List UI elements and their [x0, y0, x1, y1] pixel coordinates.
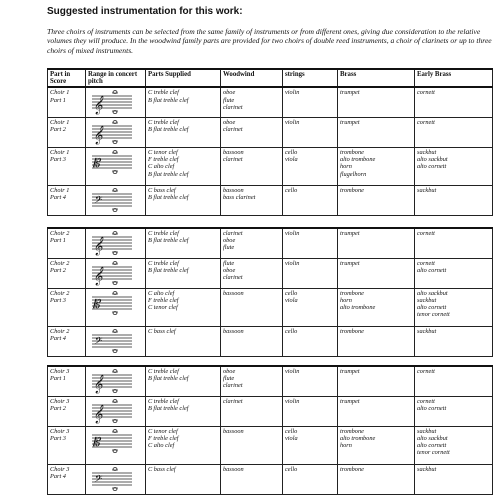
part-cell: [48, 426, 86, 464]
alto-clef-staff-icon: [90, 149, 134, 175]
brass-cell: [338, 117, 415, 147]
woodwind-cell: [221, 366, 283, 396]
woodwind-cell-line: clarinet: [223, 230, 243, 237]
woodwind-cell-line: bass clarinet: [223, 194, 256, 202]
part-cell-line: Choir 1: [50, 89, 70, 97]
part-cell-line: Part 3: [50, 156, 66, 164]
early-brass-cell: [415, 185, 493, 215]
parts-supplied-cell-line: B flat treble clef: [148, 96, 189, 104]
bass-clef-staff-icon: [90, 328, 134, 354]
early-brass-cell-line: alto cornett: [417, 303, 447, 311]
woodwind-cell-line: flute: [223, 244, 235, 252]
parts-supplied-cell-line: C bass clef: [148, 465, 176, 473]
range-cell: [86, 147, 146, 185]
brass-cell: [338, 87, 415, 117]
range-cell: [86, 87, 146, 117]
range-cell: [86, 228, 146, 258]
part-cell-line: Choir 2: [50, 289, 70, 297]
parts-supplied-cell-line: C treble clef: [148, 368, 179, 375]
early-brass-cell-line: alto sackbut: [417, 289, 448, 297]
alto-clef-staff-icon: [90, 428, 134, 454]
woodwind-cell-line: flute: [223, 96, 235, 104]
part-cell-line: Part 1: [50, 96, 66, 104]
brass-cell: [338, 288, 415, 326]
svg-text:𝄞: 𝄞: [93, 95, 103, 115]
early-brass-cell-line: alto sackbut: [417, 434, 448, 442]
part-cell-line: Choir 3: [50, 397, 70, 405]
woodwind-cell-line: oboe: [223, 368, 236, 375]
bass-clef-staff-icon: [90, 187, 134, 213]
svg-text:𝄞: 𝄞: [93, 124, 103, 144]
part-cell: [48, 147, 86, 185]
range-cell: [86, 258, 146, 288]
choir-1-table: [47, 68, 493, 216]
parts-supplied-cell-line: B flat treble clef: [148, 170, 189, 178]
woodwind-cell: [221, 117, 283, 147]
header-brass: Brass: [338, 69, 415, 87]
woodwind-cell-line: bassoon: [223, 465, 244, 473]
bass-clef-staff-icon: [90, 466, 134, 492]
parts-supplied-cell-line: F treble clef: [148, 434, 179, 442]
woodwind-cell-line: clarinet: [223, 397, 243, 405]
early-brass-cell-line: sackbut: [417, 327, 437, 335]
strings-cell-line: violin: [285, 368, 300, 375]
parts-supplied-cell-line: B flat treble clef: [148, 126, 189, 134]
part-cell-line: Choir 3: [50, 368, 70, 375]
brass-cell: [338, 258, 415, 288]
part-cell-line: Choir 2: [50, 259, 70, 267]
parts-supplied-cell-line: B flat treble clef: [148, 237, 189, 245]
brass-cell: [338, 147, 415, 185]
part-cell: [48, 464, 86, 494]
woodwind-cell: [221, 426, 283, 464]
parts-supplied-cell: [146, 228, 221, 258]
choir-3-table: [47, 365, 493, 495]
part-cell-line: Choir 2: [50, 230, 70, 237]
range-cell: [86, 426, 146, 464]
table-row: [48, 117, 493, 147]
brass-cell-line: trumpet: [340, 259, 360, 267]
strings-cell-line: cello: [285, 427, 298, 435]
parts-supplied-cell: [146, 326, 221, 356]
brass-cell-line: horn: [340, 296, 352, 304]
brass-cell-line: trumpet: [340, 230, 360, 237]
early-brass-cell: [415, 326, 493, 356]
woodwind-cell: [221, 228, 283, 258]
early-brass-cell-line: alto cornett: [417, 163, 447, 171]
svg-text:𝄢: 𝄢: [93, 472, 101, 487]
brass-cell-line: trumpet: [340, 397, 360, 405]
brass-cell-line: trombone: [340, 427, 364, 435]
early-brass-cell: [415, 426, 493, 464]
brass-cell: [338, 366, 415, 396]
brass-cell-line: horn: [340, 163, 352, 171]
parts-supplied-cell-line: B flat treble clef: [148, 194, 189, 202]
early-brass-cell-line: sackbut: [417, 427, 437, 435]
brass-cell-line: trombone: [340, 465, 364, 473]
table-row: [48, 185, 493, 215]
range-cell: [86, 326, 146, 356]
parts-supplied-cell: [146, 464, 221, 494]
table-row: [48, 366, 493, 396]
table-row: [48, 147, 493, 185]
part-cell: [48, 87, 86, 117]
strings-cell-line: violin: [285, 230, 300, 237]
parts-supplied-cell-line: C treble clef: [148, 230, 179, 237]
woodwind-cell-line: bassoon: [223, 327, 244, 335]
page-title: Suggested instrumentation for this work:: [47, 6, 243, 17]
early-brass-cell-line: tenor cornett: [417, 311, 450, 319]
range-cell: [86, 117, 146, 147]
brass-cell: [338, 228, 415, 258]
brass-cell: [338, 426, 415, 464]
strings-cell: [283, 147, 338, 185]
early-brass-cell: [415, 396, 493, 426]
parts-supplied-cell: [146, 117, 221, 147]
choir-2-table: [47, 227, 493, 357]
woodwind-cell: [221, 326, 283, 356]
early-brass-cell-line: alto cornett: [417, 266, 447, 274]
header-parts-supplied: Parts Supplied: [146, 69, 221, 87]
svg-text:𝄢: 𝄢: [93, 193, 101, 208]
woodwind-cell-line: oboe: [223, 118, 236, 126]
strings-cell-line: violin: [285, 118, 300, 126]
brass-cell-line: trumpet: [340, 89, 360, 97]
parts-supplied-cell-line: B flat treble clef: [148, 404, 189, 412]
brass-cell-line: trumpet: [340, 368, 360, 375]
strings-cell-line: viola: [285, 156, 298, 164]
brass-cell-line: trumpet: [340, 118, 360, 126]
woodwind-cell-line: bassoon: [223, 427, 244, 435]
woodwind-cell-line: oboe: [223, 266, 236, 274]
parts-supplied-cell-line: C alto clef: [148, 163, 175, 171]
woodwind-cell-line: clarinet: [223, 126, 243, 134]
woodwind-cell-line: bassoon: [223, 289, 244, 297]
part-cell: [48, 366, 86, 396]
svg-text:𝄞: 𝄞: [93, 374, 103, 393]
part-cell-line: Part 1: [50, 375, 66, 383]
strings-cell-line: cello: [285, 148, 298, 156]
part-cell-line: Choir 1: [50, 118, 70, 126]
svg-text:𝄢: 𝄢: [93, 334, 101, 349]
strings-cell: [283, 228, 338, 258]
range-cell: [86, 185, 146, 215]
parts-supplied-cell-line: B flat treble clef: [148, 266, 189, 274]
svg-text:𝄡: 𝄡: [93, 434, 100, 449]
alto-clef-staff-icon: [90, 290, 134, 316]
brass-cell: [338, 396, 415, 426]
early-brass-cell-line: sackbut: [417, 465, 437, 473]
strings-cell-line: violin: [285, 397, 300, 405]
early-brass-cell: [415, 147, 493, 185]
strings-cell: [283, 258, 338, 288]
part-cell-line: Choir 1: [50, 186, 70, 194]
woodwind-cell-line: bassoon: [223, 186, 244, 194]
parts-supplied-cell: [146, 366, 221, 396]
treble-clef-staff-icon: [90, 230, 134, 256]
early-brass-cell-line: tenor cornett: [417, 449, 450, 457]
strings-cell: [283, 396, 338, 426]
part-cell: [48, 258, 86, 288]
woodwind-cell-line: clarinet: [223, 103, 243, 111]
brass-cell-line: trombone: [340, 327, 364, 335]
strings-cell: [283, 426, 338, 464]
svg-text:𝄡: 𝄡: [93, 155, 100, 170]
early-brass-cell-line: cornett: [417, 259, 435, 267]
brass-cell-line: flugelhorn: [340, 170, 367, 178]
strings-cell: [283, 464, 338, 494]
early-brass-cell: [415, 228, 493, 258]
brass-cell-line: horn: [340, 441, 352, 449]
parts-supplied-cell: [146, 147, 221, 185]
part-cell-line: Part 3: [50, 434, 66, 442]
parts-supplied-cell-line: F treble clef: [148, 156, 179, 164]
header-early-brass: Early Brass: [415, 69, 493, 87]
brass-cell-line: trombone: [340, 148, 364, 156]
table-row: [48, 464, 493, 494]
intro-paragraph: Three choirs of instruments can be selected from the same family of instruments or from different ones, giving due consideration to the relative volumes they will produce. In the woodwind family parts are provided for two choirs of double reed instruments, a choir of clarinets or up to three choirs of mixed instruments.: [47, 27, 492, 55]
woodwind-cell: [221, 258, 283, 288]
part-cell-line: Part 4: [50, 194, 66, 202]
range-cell: [86, 366, 146, 396]
treble-clef-staff-icon: [90, 260, 134, 286]
parts-supplied-cell: [146, 396, 221, 426]
parts-supplied-cell-line: C treble clef: [148, 397, 179, 405]
woodwind-cell-line: clarinet: [223, 156, 243, 164]
early-brass-cell: [415, 258, 493, 288]
early-brass-cell-line: cornett: [417, 118, 435, 126]
svg-text:𝄞: 𝄞: [93, 265, 103, 285]
table-row: [48, 426, 493, 464]
table-row: [48, 326, 493, 356]
table-row: [48, 87, 493, 117]
early-brass-cell: [415, 366, 493, 396]
part-cell-line: Part 1: [50, 237, 66, 245]
woodwind-cell-line: flute: [223, 259, 235, 267]
parts-supplied-cell-line: C bass clef: [148, 327, 176, 335]
early-brass-cell-line: alto sackbut: [417, 156, 448, 164]
early-brass-cell-line: sackbut: [417, 148, 437, 156]
early-brass-cell-line: alto cornett: [417, 441, 447, 449]
woodwind-cell: [221, 87, 283, 117]
parts-supplied-cell: [146, 87, 221, 117]
part-cell: [48, 288, 86, 326]
woodwind-cell: [221, 464, 283, 494]
header-range: Range in concert pitch: [86, 69, 146, 87]
brass-cell-line: alto trombone: [340, 303, 376, 311]
strings-cell-line: viola: [285, 296, 298, 304]
strings-cell-line: violin: [285, 259, 300, 267]
strings-cell: [283, 117, 338, 147]
brass-cell-line: trombone: [340, 289, 364, 297]
strings-cell-line: cello: [285, 186, 298, 194]
part-cell: [48, 326, 86, 356]
range-cell: [86, 396, 146, 426]
woodwind-cell-line: clarinet: [223, 273, 243, 281]
early-brass-cell-line: alto cornett: [417, 404, 447, 412]
parts-supplied-cell: [146, 258, 221, 288]
parts-supplied-cell: [146, 185, 221, 215]
part-cell: [48, 185, 86, 215]
part-cell: [48, 396, 86, 426]
early-brass-cell-line: cornett: [417, 230, 435, 237]
strings-cell: [283, 366, 338, 396]
brass-cell-line: alto trombone: [340, 156, 376, 164]
brass-cell: [338, 185, 415, 215]
parts-supplied-cell-line: F treble clef: [148, 296, 179, 304]
early-brass-cell: [415, 87, 493, 117]
woodwind-cell-line: clarinet: [223, 382, 243, 390]
part-cell-line: Choir 1: [50, 148, 70, 156]
treble-clef-staff-icon: [90, 368, 134, 394]
strings-cell: [283, 326, 338, 356]
early-brass-cell: [415, 464, 493, 494]
header-strings: strings: [283, 69, 338, 87]
part-cell-line: Part 2: [50, 404, 66, 412]
range-cell: [86, 288, 146, 326]
woodwind-cell-line: oboe: [223, 89, 236, 97]
table-row: [48, 396, 493, 426]
early-brass-cell-line: cornett: [417, 89, 435, 97]
range-cell: [86, 464, 146, 494]
part-cell-line: Part 4: [50, 472, 66, 480]
brass-cell-line: trombone: [340, 186, 364, 194]
strings-cell-line: cello: [285, 327, 298, 335]
strings-cell: [283, 87, 338, 117]
early-brass-cell-line: cornett: [417, 397, 435, 405]
strings-cell-line: viola: [285, 434, 298, 442]
part-cell-line: Choir 3: [50, 465, 70, 473]
strings-cell: [283, 288, 338, 326]
header-part: Part in Score: [48, 69, 86, 87]
parts-supplied-cell: [146, 288, 221, 326]
woodwind-cell-line: oboe: [223, 237, 236, 245]
early-brass-cell: [415, 117, 493, 147]
parts-supplied-cell: [146, 426, 221, 464]
parts-supplied-cell-line: C bass clef: [148, 186, 176, 194]
woodwind-cell: [221, 396, 283, 426]
header-row: [48, 69, 493, 87]
brass-cell-line: alto trombone: [340, 434, 376, 442]
part-cell: [48, 117, 86, 147]
woodwind-cell-line: bassoon: [223, 148, 244, 156]
treble-clef-staff-icon: [90, 89, 134, 115]
table-row: [48, 288, 493, 326]
parts-supplied-cell-line: B flat treble clef: [148, 375, 189, 383]
treble-clef-staff-icon: [90, 119, 134, 145]
strings-cell-line: cello: [285, 289, 298, 297]
parts-supplied-cell-line: C tenor clef: [148, 303, 178, 311]
svg-text:𝄞: 𝄞: [93, 403, 103, 423]
table-row: [48, 258, 493, 288]
brass-cell: [338, 326, 415, 356]
early-brass-cell-line: sackbut: [417, 296, 437, 304]
strings-cell-line: cello: [285, 465, 298, 473]
parts-supplied-cell-line: C tenor clef: [148, 148, 178, 156]
woodwind-cell: [221, 147, 283, 185]
parts-supplied-cell-line: C tenor clef: [148, 427, 178, 435]
svg-text:𝄡: 𝄡: [93, 296, 100, 311]
parts-supplied-cell-line: C treble clef: [148, 89, 179, 97]
early-brass-cell-line: cornett: [417, 368, 435, 375]
part-cell-line: Part 2: [50, 126, 66, 134]
brass-cell: [338, 464, 415, 494]
early-brass-cell-line: sackbut: [417, 186, 437, 194]
part-cell-line: Part 2: [50, 266, 66, 274]
woodwind-cell-line: flute: [223, 375, 235, 383]
part-cell-line: Part 4: [50, 334, 66, 342]
parts-supplied-cell-line: C alto clef: [148, 289, 175, 297]
early-brass-cell: [415, 288, 493, 326]
strings-cell: [283, 185, 338, 215]
part-cell: [48, 228, 86, 258]
parts-supplied-cell-line: C alto clef: [148, 441, 175, 449]
svg-text:𝄞: 𝄞: [93, 236, 103, 255]
woodwind-cell: [221, 288, 283, 326]
strings-cell-line: violin: [285, 89, 300, 97]
woodwind-cell: [221, 185, 283, 215]
part-cell-line: Part 3: [50, 296, 66, 304]
header-woodwind: Woodwind: [221, 69, 283, 87]
parts-supplied-cell-line: C treble clef: [148, 118, 179, 126]
part-cell-line: Choir 3: [50, 427, 70, 435]
table-row: [48, 228, 493, 258]
treble-clef-staff-icon: [90, 398, 134, 424]
parts-supplied-cell-line: C treble clef: [148, 259, 179, 267]
part-cell-line: Choir 2: [50, 327, 70, 335]
